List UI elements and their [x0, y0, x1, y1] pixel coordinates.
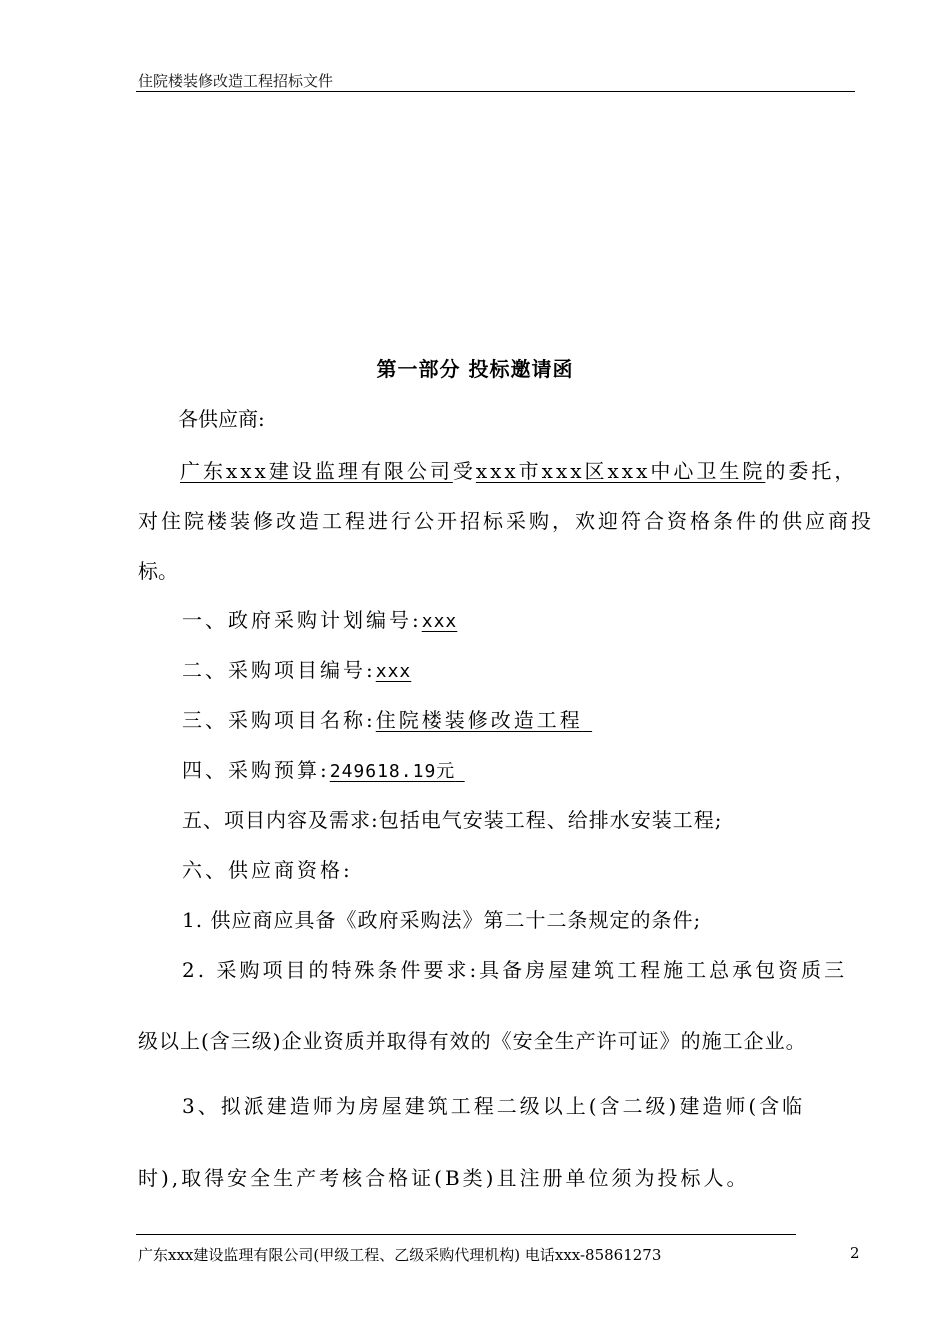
plan-number-label: 一、政府采购计划编号: — [182, 608, 422, 632]
requirement-1: 1. 供应商应具备《政府采购法》第二十二条规定的条件; — [182, 908, 702, 932]
agent-name: 广东xxx建设监理有限公司 — [180, 459, 453, 483]
requirement-2-line-2: 级以上(含三级)企业资质并取得有效的《安全生产许可证》的施工企业。 — [138, 1029, 807, 1053]
project-number-value: xxx — [375, 661, 412, 682]
footer-divider — [136, 1234, 796, 1235]
plan-number-value: xxx — [421, 611, 458, 632]
item-project-name — [182, 704, 592, 733]
project-name-value: 住院楼装修改造工程 — [375, 708, 583, 732]
intro-line-1 — [180, 455, 857, 484]
salutation: 各供应商: — [178, 407, 265, 431]
intro-mid: 受 — [452, 459, 476, 483]
running-header: 住院楼装修改造工程招标文件 — [138, 72, 334, 90]
item-project-number — [182, 654, 411, 683]
footer-text: 广东xxx建设监理有限公司(甲级工程、乙级采购代理机构) 电话xxx-85861273 — [138, 1246, 662, 1264]
budget-label: 四、采购预算: — [182, 758, 330, 782]
requirement-3-line-1: 3、拟派建造师为房屋建筑工程二级以上(含二级)建造师(含临 — [182, 1094, 806, 1118]
intro-line-3: 标。 — [138, 559, 178, 583]
requirement-3-line-2: 时),取得安全生产考核合格证(B类)且注册单位须为投标人。 — [138, 1166, 750, 1190]
budget-value: 249618.19元 — [329, 761, 456, 782]
item-plan-number — [182, 604, 457, 633]
project-name-label: 三、采购项目名称: — [182, 708, 376, 732]
item-content: 五、项目内容及需求:包括电气安装工程、给排水安装工程; — [182, 808, 723, 832]
intro-tail: 的委托， — [765, 459, 858, 483]
header-divider — [136, 91, 855, 92]
section-title: 第一部分 投标邀请函 — [376, 357, 574, 381]
item-qualification: 六、供应商资格: — [182, 858, 353, 882]
requirement-2-line-1: 2. 采购项目的特殊条件要求:具备房屋建筑工程施工总承包资质三 — [182, 958, 848, 982]
project-number-label: 二、采购项目编号: — [182, 658, 376, 682]
client-name: xxx市xxx区xxx中心卫生院 — [475, 459, 766, 483]
page-number: 2 — [850, 1244, 860, 1262]
item-budget — [182, 754, 465, 783]
intro-line-2: 对住院楼装修改造工程进行公开招标采购，欢迎符合资格条件的供应商投 — [138, 509, 874, 533]
